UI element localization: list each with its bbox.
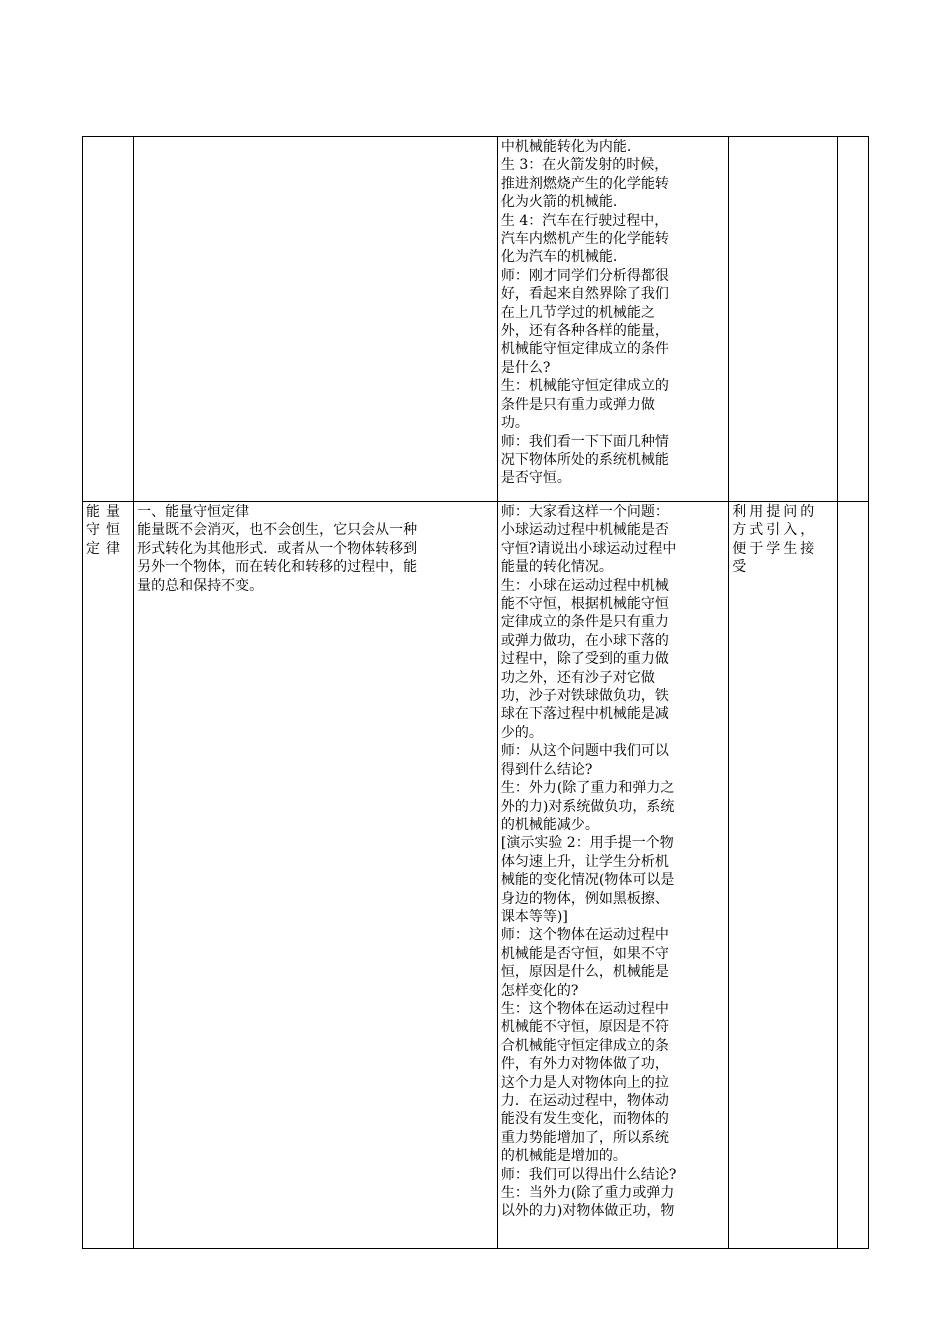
topic-line: 定律	[86, 540, 126, 557]
dialogue-line: 定律成立的条件是只有重力	[500, 614, 669, 631]
dialogue-line: 是否守恒。	[500, 470, 571, 487]
dialogue-line: 条件是只有重力或弹力做	[500, 396, 655, 413]
content-line: 另外一个物体，而在转化和转移的过程中，能	[137, 559, 418, 576]
dialogue-line: 中机械能转化为内能.	[500, 139, 632, 155]
dialogue-line: 械能的变化情况(物体可以是	[500, 872, 675, 889]
content-heading: 一、能量守恒定律	[137, 504, 250, 520]
dialogue-cell	[497, 137, 728, 502]
dialogue-line: 能量的转化情况。	[500, 559, 613, 576]
dialogue-line: 师：我们看一下下面几种情	[500, 433, 669, 450]
dialogue-line: 功。	[500, 415, 529, 432]
dialogue-line: 重力势能增加了，所以系统	[500, 1129, 669, 1146]
dialogue-line: 课本等等)]	[500, 908, 568, 925]
design-intent-line: 便于学生接	[732, 540, 818, 557]
design-intent-cell	[729, 502, 837, 1249]
dialogue-line: 在上几节学过的机械能之	[500, 304, 655, 321]
topic-line: 能量	[86, 504, 126, 520]
table-row	[83, 502, 869, 1249]
dialogue-line: 是什么?	[500, 359, 551, 376]
dialogue-line: 或弹力做功，在小球下落的	[500, 632, 669, 649]
lesson-plan-table	[82, 136, 869, 1249]
dialogue-line: 生：外力(除了重力和弹力之	[500, 780, 675, 797]
design-intent-line: 受	[732, 559, 750, 576]
content-line: 能量既不会消灭，也不会创生，它只会从一种	[137, 522, 418, 539]
dialogue-line: 小球运动过程中机械能是否	[500, 522, 669, 539]
dialogue-line: 师：刚才同学们分析得都很	[500, 267, 669, 284]
dialogue-line: 师：大家看这样一个问题：	[500, 504, 669, 520]
dialogue-line: 师：我们可以得出什么结论?	[500, 1166, 677, 1183]
dialogue-line: [演示实验 2：用手提一个物	[500, 835, 674, 852]
dialogue-line: 机械能是否守恒，如果不守	[500, 945, 669, 962]
dialogue-line: 少的。	[500, 724, 543, 741]
dialogue-line: 机械能不守恒，原因是不符	[500, 1019, 669, 1036]
dialogue-line: 好，看起来自然界除了我们	[500, 286, 669, 303]
dialogue-line: 外的力)对系统做负功，系统	[500, 798, 675, 815]
content-line: 形式转化为其他形式．或者从一个物体转移到	[137, 540, 418, 557]
dialogue-cell	[497, 502, 728, 1249]
dialogue-line: 汽车内燃机产生的化学能转	[500, 231, 669, 248]
dialogue-line: 的机械能是增加的。	[500, 1148, 627, 1165]
notes-cell	[837, 137, 868, 502]
dialogue-line: 推进剂燃烧产生的化学能转	[500, 175, 669, 192]
dialogue-line: 功，沙子对铁球做负功，铁	[500, 688, 669, 705]
dialogue-line: 生 4：汽车在行驶过程中，	[500, 212, 669, 229]
dialogue-line: 力．在运动过程中，物体动	[500, 1093, 669, 1109]
topic-cell	[83, 502, 134, 1249]
dialogue-line: 合机械能守恒定律成立的条	[500, 1037, 669, 1054]
content-cell	[134, 137, 498, 502]
dialogue-line: 生：机械能守恒定律成立的	[500, 378, 669, 395]
dialogue-line: 外，还有各种各样的能量，	[500, 323, 669, 340]
dialogue-line: 能没有发生变化，而物体的	[500, 1111, 669, 1128]
dialogue-line: 能不守恒，根据机械能守恒	[500, 596, 669, 613]
design-intent-cell	[729, 137, 837, 502]
dialogue-line: 件，有外力对物体做了功，	[500, 1056, 669, 1073]
topic-line: 守恒	[86, 522, 126, 539]
dialogue-line: 化为汽车的机械能.	[500, 249, 618, 266]
table-row	[83, 137, 869, 502]
design-intent-line: 方式引入，	[732, 522, 818, 539]
dialogue-line: 生：小球在运动过程中机械	[500, 577, 669, 594]
notes-cell	[837, 502, 868, 1249]
dialogue-line: 师：这个物体在运动过程中	[500, 927, 669, 944]
dialogue-line: 师：从这个问题中我们可以	[500, 743, 669, 760]
dialogue-line: 守恒?请说出小球运动过程中	[500, 540, 677, 557]
dialogue-line: 的机械能减少。	[500, 816, 599, 833]
dialogue-line: 过程中，除了受到的重力做	[500, 651, 669, 668]
dialogue-line: 机械能守恒定律成立的条件	[500, 341, 669, 358]
dialogue-line: 这个力是人对物体向上的拉	[500, 1074, 669, 1091]
dialogue-line: 况下物体所处的系统机械能	[500, 451, 669, 468]
dialogue-line: 球在下落过程中机械能是减	[500, 706, 669, 723]
dialogue-line: 化为火箭的机械能.	[500, 194, 618, 211]
dialogue-line: 恒，原因是什么，机械能是	[500, 964, 669, 981]
content-cell	[134, 502, 498, 1249]
dialogue-line: 生：这个物体在运动过程中	[500, 1000, 669, 1017]
dialogue-line: 以外的力)对物体做正功，物	[500, 1203, 675, 1220]
dialogue-line: 怎样变化的?	[500, 982, 579, 999]
content-line: 量的总和保持不变。	[137, 577, 264, 594]
dialogue-line: 体匀速上升，让学生分析机	[500, 853, 669, 870]
design-intent-line: 利用提问的	[732, 504, 818, 520]
dialogue-line: 身边的物体，例如黑板擦、	[500, 890, 669, 907]
dialogue-line: 功之外，还有沙子对它做	[500, 669, 655, 686]
dialogue-line: 生 3：在火箭发射的时候，	[500, 157, 669, 174]
dialogue-line: 生：当外力(除了重力或弹力	[500, 1185, 675, 1202]
topic-cell	[83, 137, 134, 502]
dialogue-line: 得到什么结论?	[500, 761, 593, 778]
